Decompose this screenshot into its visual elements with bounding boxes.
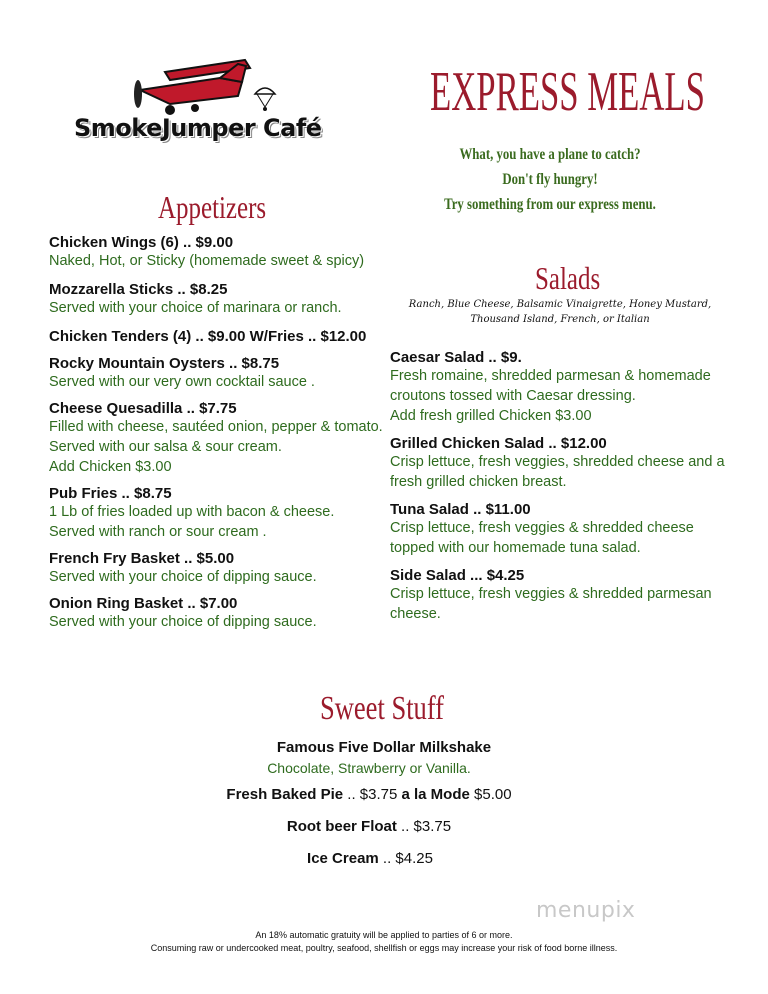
item-name: Pub Fries .. $8.75: [49, 485, 172, 502]
salad-dressings: [400, 297, 720, 327]
item-description: Served with our very own cocktail sauce .: [49, 374, 315, 390]
item-name: Grilled Chicken Salad .. $12.00: [390, 435, 607, 452]
item-name: Caesar Salad .. $9.: [390, 349, 522, 366]
item-description: Fresh romaine, shredded parmesan & homemade: [390, 368, 711, 384]
milkshake-flavors: Chocolate, Strawberry or Vanilla.: [267, 760, 471, 776]
icecream-line: [0, 850, 740, 867]
float-line: [0, 818, 738, 835]
salad-item: [390, 567, 750, 624]
item-description: topped with our homemade tuna salad.: [390, 540, 641, 556]
pie-name: Fresh Baked Pie: [226, 786, 344, 803]
item-description: fresh grilled chicken breast.: [390, 474, 567, 490]
item-description: 1 Lb of fries loaded up with bacon & cheese.: [49, 504, 335, 520]
appetizer-item: [49, 400, 389, 477]
sweet-title: Sweet Stuff: [320, 690, 445, 727]
salad-item: [390, 435, 750, 492]
item-description: Served with your choice of dipping sauce.: [49, 614, 317, 630]
appetizer-item: [49, 355, 389, 392]
item-description: Crisp lettuce, fresh veggies & shredded parmesan: [390, 586, 712, 602]
logo: [70, 52, 340, 152]
dressing-line: Thousand Island, French, or Italian: [470, 314, 650, 325]
appetizer-item: [49, 550, 389, 587]
icecream-name: Ice Cream: [307, 850, 379, 867]
item-name: Cheese Quesadilla .. $7.75: [49, 400, 237, 417]
salad-list: [390, 349, 750, 624]
item-name: Side Salad ... $4.25: [390, 567, 525, 584]
item-description: Crisp lettuce, fresh veggies & shredded cheese: [390, 520, 694, 536]
express-title: EXPRESS MEALS: [430, 61, 705, 123]
item-description: Served with your choice of marinara or ranch.: [49, 300, 342, 316]
dressing-line: Ranch, Blue Cheese, Balsamic Vinaigrette, Honey Mustard,: [408, 299, 712, 310]
item-name: French Fry Basket .. $5.00: [49, 550, 235, 567]
item-description: Served with ranch or sour cream .: [49, 524, 267, 540]
item-description: croutons tossed with Caesar dressing.: [390, 388, 636, 404]
pie-mode: a la Mode: [401, 786, 470, 803]
item-description: Served with your choice of dipping sauce.: [49, 569, 317, 585]
express-tagline: [400, 142, 700, 217]
salad-item: [390, 349, 750, 426]
float-name: Root beer Float: [286, 818, 397, 835]
float-price: .. $3.75: [396, 818, 452, 835]
item-description: cheese.: [390, 606, 441, 622]
appetizer-item: [49, 281, 389, 318]
salad-item: [390, 501, 750, 558]
appetizer-item: [49, 485, 389, 542]
milkshake-name: [0, 739, 768, 756]
watermark: menupix: [536, 898, 636, 923]
appetizer-item: [49, 595, 389, 632]
item-name: Chicken Tenders (4) .. $9.00 W/Fries .. $12.00: [49, 328, 367, 345]
icecream-price: .. $4.25: [378, 850, 433, 867]
item-description: Crisp lettuce, fresh veggies, shredded cheese and a: [390, 454, 725, 470]
tagline-line: Don't fly hungry!: [502, 171, 598, 188]
appetizer-item: [49, 328, 389, 345]
appetizers-title: Appetizers: [158, 189, 267, 225]
item-description: Naked, Hot, or Sticky (homemade sweet & spicy): [49, 253, 365, 269]
footer-warning: Consuming raw or undercooked meat, poultry, seafood, shellfish or eggs may increase your risk of food borne illness.: [150, 943, 618, 953]
item-name: Rocky Mountain Oysters .. $8.75: [49, 355, 280, 372]
item-name: Chicken Wings (6) .. $9.00: [49, 234, 234, 251]
pie-mode-price: $5.00: [469, 786, 512, 803]
salads-title: Salads: [535, 260, 601, 296]
pie-line: [0, 786, 738, 803]
item-description: Add Chicken $3.00: [49, 459, 172, 475]
airplane-icon: [70, 52, 340, 122]
item-name: Onion Ring Basket .. $7.00: [49, 595, 238, 612]
item-name: Mozzarella Sticks .. $8.25: [49, 281, 228, 298]
appetizer-item: [49, 234, 389, 271]
item-description: Served with our salsa & sour cream.: [49, 439, 282, 455]
pie-price: .. $3.75: [343, 786, 402, 803]
tagline-line: What, you have a plane to catch?: [459, 146, 641, 163]
footer-gratuity: An 18% automatic gratuity will be applied to parties of 6 or more.: [255, 930, 513, 940]
item-description: Add fresh grilled Chicken $3.00: [390, 408, 592, 424]
item-name: Tuna Salad .. $11.00: [390, 501, 531, 518]
tagline-line: Try something from our express menu.: [444, 196, 656, 213]
item-description: Filled with cheese, sautéed onion, pepper & tomato.: [49, 419, 383, 435]
appetizer-list: [49, 234, 389, 632]
milkshake-label: Famous Five Dollar Milkshake: [276, 739, 492, 756]
logo-text: SmokeJumper Café: [74, 114, 322, 142]
